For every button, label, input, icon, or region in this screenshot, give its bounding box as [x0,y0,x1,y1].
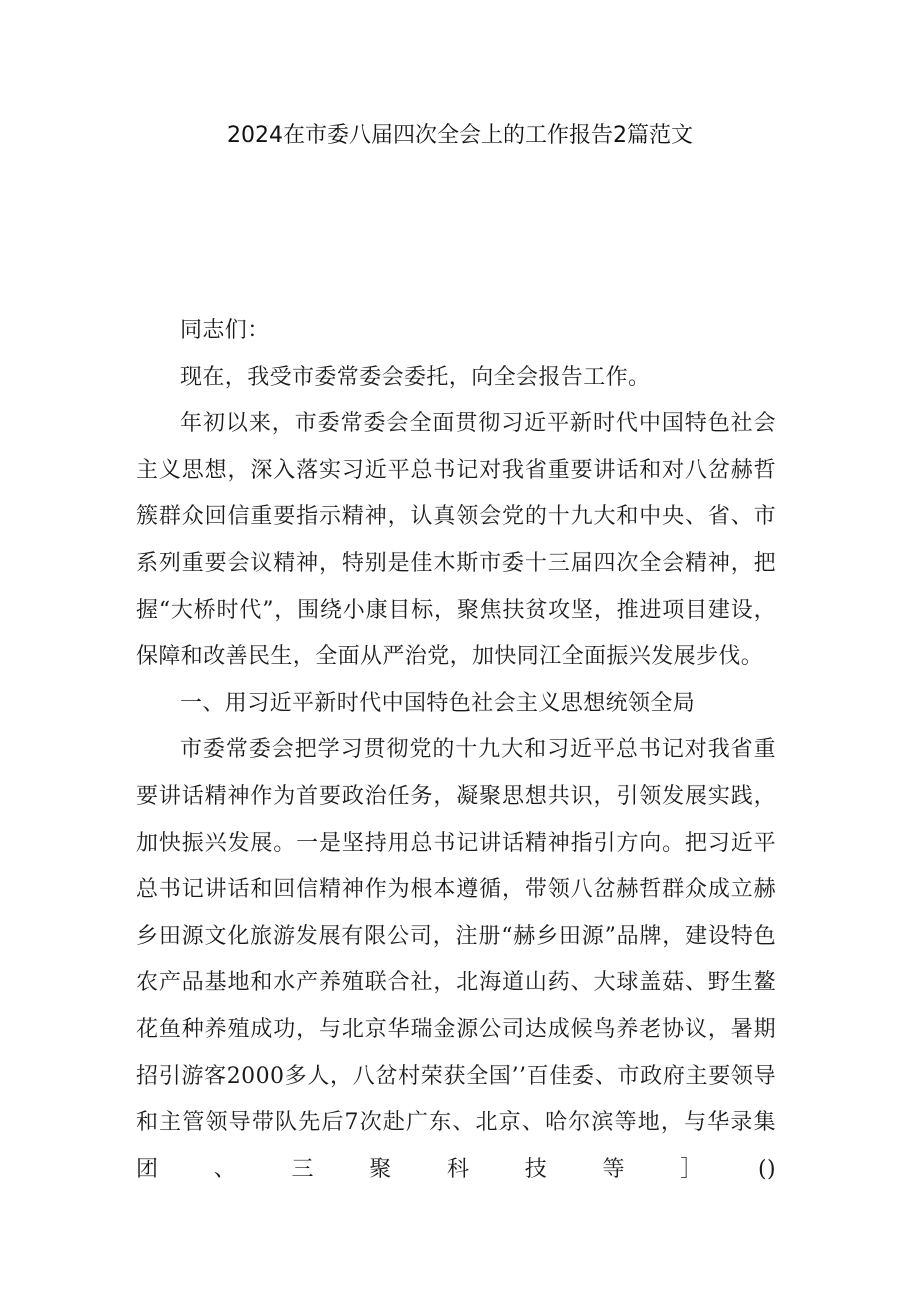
document-title: 2024在市委八届四次全会上的工作报告2篇范文 [227,123,693,148]
section-1-paragraph: 市委常委会把学习贯彻党的十九大和习近平总书记对我省重要讲话精神作为首要政治任务，凝聚思想共识，引领发展实践，加快振兴发展。一是坚持用总书记讲话精神指引方向。把习近平总书记讲话和回信精神作为根本遵循，带领八岔赫哲群众成立赫乡田源文化旅游发展有限公司，注册“赫乡田源”品牌，建设特色农产品基地和水产养殖联合社，北海道山药、大球盖菇、野生鳌花鱼种养殖成功，与北京华瑞金源公司达成候鸟养老协议，暑期招引游客2000多人，八岔村荣获全国’’百佳委、市政府主要领导和主管领导带队先后7次赴广东、北京、哈尔滨等地，与华录集团、三聚科技等］() [136,737,776,1182]
greeting-paragraph: 同志们： [180,318,270,343]
section-heading-1: 一、用习近平新时代中国特色社会主义思想统领全局 [180,690,696,716]
intro-paragraph: 现在，我受市委常委会委托，向全会报告工作。 [180,364,651,390]
document-body [136,308,776,1193]
overview-paragraph: 年初以来，市委常委会全面贯彻习近平新时代中国特色社会主义思想，深入落实习近平总书记对我省重要讲话和对八岔赫哲簇群众回信重要指示精神，认真领会党的十九大和中央、省、市系列重要会议精神，特别是佳木斯市委十三届四次全会精神，把握“大桥时代”，围绕小康目标，聚焦扶贫攻坚，推进项目建设，保障和改善民生，全面从严治党，加快同江全面振兴发展步伐。 [136,411,776,670]
